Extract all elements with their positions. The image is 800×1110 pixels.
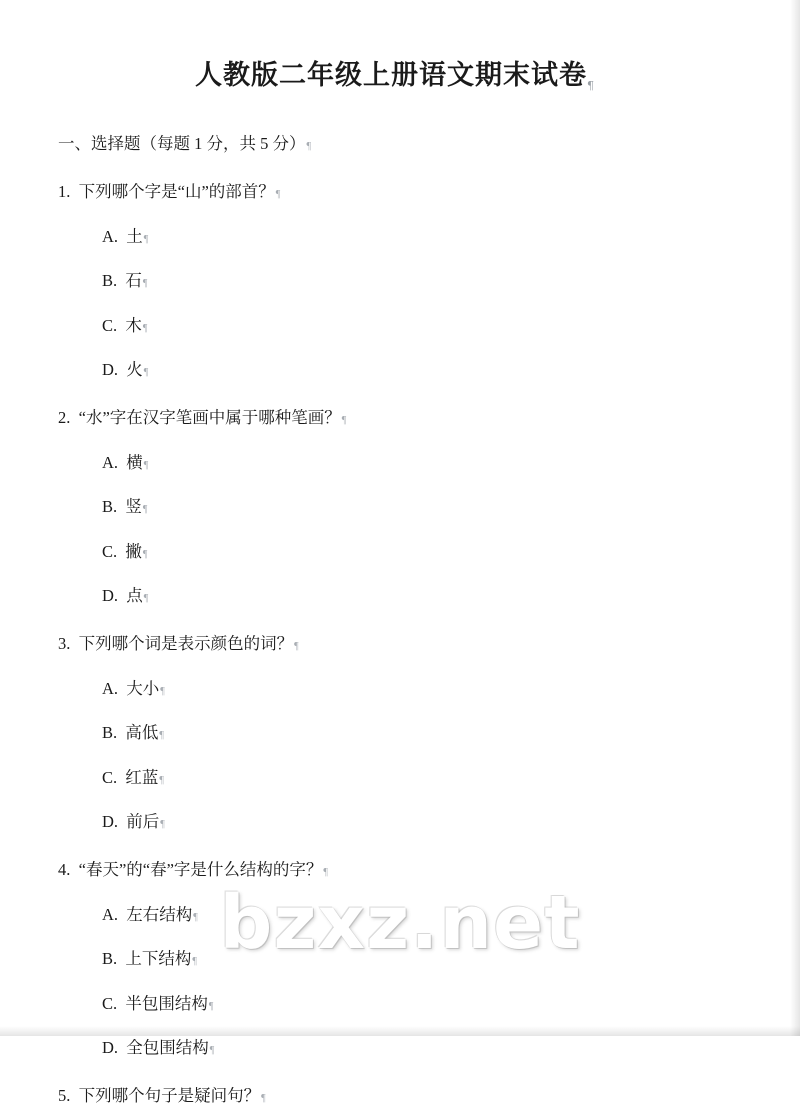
page-title-text: 人教版二年级上册语文期末试卷 [195, 60, 587, 91]
option-text: 土 [126, 226, 143, 246]
paragraph-mark-icon: ¶ [159, 774, 164, 786]
page-title [40, 58, 750, 93]
question-item [58, 631, 750, 657]
option-text: 半包围结构 [125, 993, 208, 1013]
paragraph-mark-icon: ¶ [193, 911, 198, 923]
option-item [102, 450, 750, 476]
option-text: 红蓝 [125, 767, 159, 787]
option-text: 前后 [126, 811, 160, 831]
option-label: B. [102, 271, 118, 291]
option-label: D. [102, 360, 119, 380]
option-label: A. [102, 904, 119, 924]
paragraph-mark-icon: ¶ [142, 548, 148, 560]
option-label: A. [102, 678, 119, 698]
paragraph-mark-icon: ¶ [209, 1044, 215, 1056]
paragraph-mark-icon: ¶ [294, 641, 299, 653]
option-text: 左右结构 [126, 904, 193, 924]
option-item [102, 494, 750, 520]
option-text: 石 [125, 271, 142, 291]
option-text: 撇 [125, 541, 142, 561]
paragraph-mark-icon: ¶ [587, 78, 595, 92]
option-item [102, 809, 750, 835]
option-item [102, 268, 750, 294]
option-label: D. [102, 811, 119, 831]
page-edge-shadow-right [790, 0, 800, 1036]
option-label: B. [102, 949, 118, 969]
paragraph-mark-icon: ¶ [275, 189, 281, 201]
watermark: bzxz.net [219, 880, 581, 966]
option-text: 点 [126, 586, 143, 605]
question-item [58, 179, 750, 205]
paragraph-mark-icon: ¶ [160, 685, 165, 697]
option-item [102, 224, 750, 250]
paragraph-mark-icon: ¶ [208, 1000, 214, 1012]
question-text: 下列哪个字是“山”的部首？ [78, 182, 275, 202]
paragraph-mark-icon: ¶ [143, 593, 149, 604]
option-label: C. [102, 541, 118, 561]
question-item [58, 857, 750, 883]
option-item [102, 946, 750, 972]
option-text: 大小 [126, 678, 160, 698]
option-text: 高低 [125, 723, 159, 743]
option-label: C. [102, 993, 118, 1013]
option-label: D. [102, 586, 119, 605]
option-text: 全包围结构 [126, 1037, 209, 1057]
paragraph-mark-icon: ¶ [306, 141, 312, 153]
paragraph-mark-icon: ¶ [341, 415, 347, 427]
option-label: A. [102, 452, 119, 472]
option-label: B. [102, 723, 118, 743]
question-number: 4. [58, 860, 71, 880]
paragraph-mark-icon: ¶ [142, 504, 148, 516]
section-heading-text: 一、选择题（每题 1 分，共 5 分） [58, 134, 306, 154]
option-item [102, 539, 750, 565]
question-text: “春天”的“春”字是什么结构的字？ [78, 860, 323, 880]
question-item [58, 1083, 750, 1109]
question-item [58, 405, 750, 431]
paragraph-mark-icon: ¶ [323, 867, 328, 879]
paragraph-mark-icon: ¶ [160, 818, 165, 830]
option-label: C. [102, 315, 118, 335]
option-item [102, 583, 750, 609]
paragraph-mark-icon: ¶ [143, 459, 149, 471]
option-label: A. [102, 226, 119, 246]
option-item [102, 765, 750, 791]
option-label: C. [102, 767, 118, 787]
paragraph-mark-icon: ¶ [142, 322, 148, 334]
section-heading [58, 131, 750, 157]
option-text: 上下结构 [125, 949, 192, 969]
question-text: 下列哪个句子是疑问句？ [78, 1086, 261, 1106]
paragraph-mark-icon: ¶ [192, 956, 197, 968]
option-label: D. [102, 1037, 119, 1057]
option-item [102, 991, 750, 1017]
paragraph-mark-icon: ¶ [143, 367, 149, 379]
paragraph-mark-icon: ¶ [261, 1093, 266, 1105]
question-number: 5. [58, 1086, 71, 1106]
paragraph-mark-icon: ¶ [143, 233, 149, 245]
paragraph-mark-icon: ¶ [142, 278, 148, 290]
option-text: 横 [126, 452, 143, 472]
option-item [102, 1035, 750, 1061]
option-text: 木 [125, 315, 142, 335]
page-edge-shadow-bottom [0, 1026, 800, 1036]
option-item [102, 720, 750, 746]
question-number: 3. [58, 634, 71, 654]
question-text: 下列哪个词是表示颜色的词？ [78, 634, 294, 654]
option-item [102, 313, 750, 339]
question-text: “水”字在汉字笔画中属于哪种笔画？ [78, 408, 341, 428]
question-number: 1. [58, 182, 71, 202]
option-item [102, 902, 750, 928]
question-number: 2. [58, 408, 71, 428]
paragraph-mark-icon: ¶ [159, 730, 164, 742]
option-text: 竖 [125, 497, 142, 517]
option-item [102, 676, 750, 702]
option-text: 火 [126, 360, 143, 380]
option-item [102, 357, 750, 383]
option-label: B. [102, 497, 118, 517]
